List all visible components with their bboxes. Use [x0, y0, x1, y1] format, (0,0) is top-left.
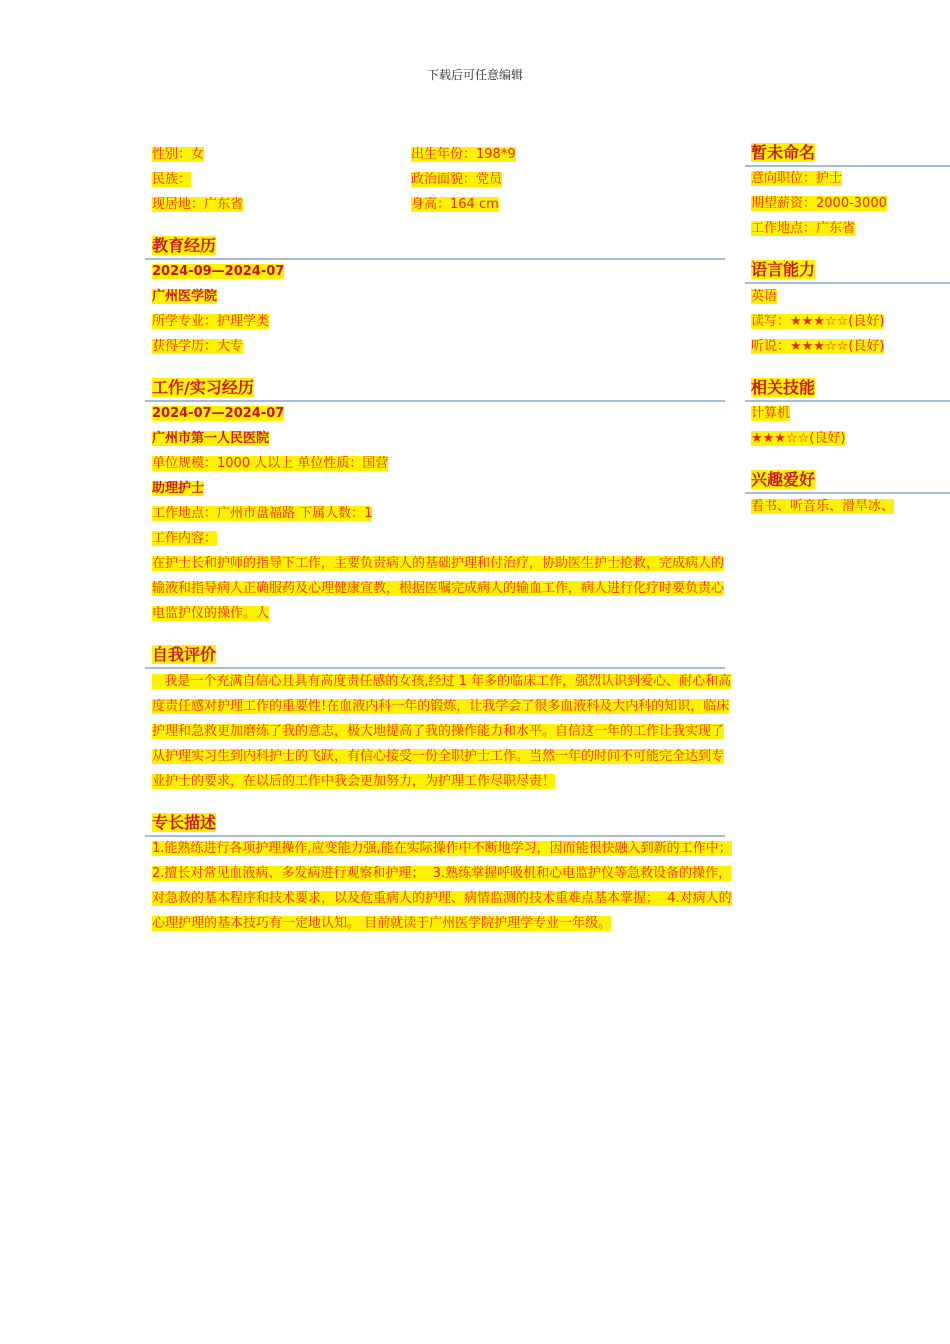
basic-height: 身高：164 cm — [411, 197, 499, 212]
work-content-line: 在护士长和护师的指导下工作，主要负责病人的基础护理和付治疗，协助医生护士抢救，完成病人的 — [152, 556, 725, 571]
language-listening: 听说：★★★☆☆(良好) — [751, 339, 885, 354]
basic-ethnicity: 民族： — [152, 172, 192, 187]
hobby-list: 看书、听音乐、滑旱冰、 — [751, 499, 895, 514]
self-eval-rule — [145, 667, 725, 669]
basic-politics: 政治面貌：党员 — [411, 172, 503, 187]
specialty-title: 专长描述 — [152, 813, 217, 832]
basic-residence: 现居地：广东省 — [152, 197, 244, 212]
self-eval-line: 护理和急救更加磨练了我的意志，极大地提高了我的操作能力和水平。自信这一年的工作让我实现了 — [152, 724, 725, 739]
work-content-label: 工作内容： — [152, 531, 218, 546]
education-degree: 获得学历：大专 — [152, 339, 244, 354]
self-eval-line: 从护理实习生到内科护士的飞跃，有信心接受一份全职护士工作。当然一年的时间不可能完全达到专 — [152, 749, 725, 764]
work-location: 工作地点：广州市盘福路 下属人数：1 — [152, 506, 373, 521]
sidebar-work-location: 工作地点：广东省 — [751, 221, 856, 236]
work-company-info: 单位规模：1000 人以上 单位性质：国营 — [152, 456, 389, 471]
work-company: 广州市第一人民医院 — [152, 431, 270, 446]
work-title: 工作/实习经历 — [152, 378, 254, 397]
basic-birth: 出生年份：198*9 — [411, 147, 516, 162]
work-content-line: 输液和指导病人正确服药及心理健康宣教，根据医嘱完成病人的输血工作，病人进行化疗时要负责心 — [152, 581, 725, 596]
header-note: 下载后可任意编辑 — [426, 68, 523, 82]
work-rule — [145, 400, 725, 402]
self-eval-title: 自我评价 — [152, 645, 217, 664]
skill-name: 计算机 — [751, 406, 791, 421]
language-reading: 读写：★★★☆☆(良好) — [751, 314, 885, 329]
work-period: 2024-07—2024-07 — [152, 406, 285, 421]
sidebar-salary: 期望薪资：2000-3000 — [751, 196, 887, 211]
hobby-rule — [745, 492, 950, 494]
skill-level: ★★★☆☆(良好) — [751, 431, 846, 446]
education-major: 所学专业：护理学类 — [152, 314, 270, 329]
sidebar-name-rule — [745, 165, 950, 167]
language-rule — [745, 282, 950, 284]
self-eval-line: 业护士的要求，在以后的工作中我会更加努力，为护理工作尽职尽责！ — [152, 774, 556, 789]
skills-rule — [745, 400, 950, 402]
sidebar-name: 暂未命名 — [751, 143, 816, 162]
hobby-title: 兴趣爱好 — [751, 470, 816, 489]
education-school: 广州医学院 — [152, 289, 218, 304]
self-eval-line: 度责任感对护理工作的重要性!在血液内科一年的锻炼，让我学会了很多血液科及大内科的知识，临床 — [152, 699, 730, 714]
work-content-line: 电监护仪的操作。人 — [152, 606, 270, 621]
skills-title: 相关技能 — [751, 378, 816, 397]
basic-gender: 性别：女 — [152, 147, 205, 162]
specialty-rule — [145, 835, 725, 837]
education-rule — [145, 258, 725, 260]
sidebar-intent-position: 意向职位：护士 — [751, 171, 843, 186]
education-period: 2024-09—2024-07 — [152, 264, 285, 279]
language-name: 英语 — [751, 289, 778, 304]
work-position: 助理护士 — [152, 481, 205, 496]
language-title: 语言能力 — [751, 260, 816, 279]
specialty-line: 1.能熟练进行各项护理操作,应变能力强,能在实际操作中不断地学习，因而能很快融入到新的工作中； — [152, 841, 732, 856]
specialty-line: 2.擅长对常见血液病、多发病进行观察和护理； 3.熟练掌握呼吸机和心电监护仪等急救设备的操作， — [152, 866, 732, 881]
education-title: 教育经历 — [152, 236, 217, 255]
specialty-line: 心理护理的基本技巧有一定地认知。 目前就读于广州医学院护理学专业一年级。 — [152, 916, 612, 931]
self-eval-line: 我是一个充满自信心且具有高度责任感的女孩,经过 1 年多的临床工作，强烈认识到爱心、耐心和高 — [152, 674, 732, 689]
specialty-line: 对急救的基本程序和技术要求，以及危重病人的护理、病情监测的技术重难点基本掌握； 4.对病人的 — [152, 891, 732, 906]
